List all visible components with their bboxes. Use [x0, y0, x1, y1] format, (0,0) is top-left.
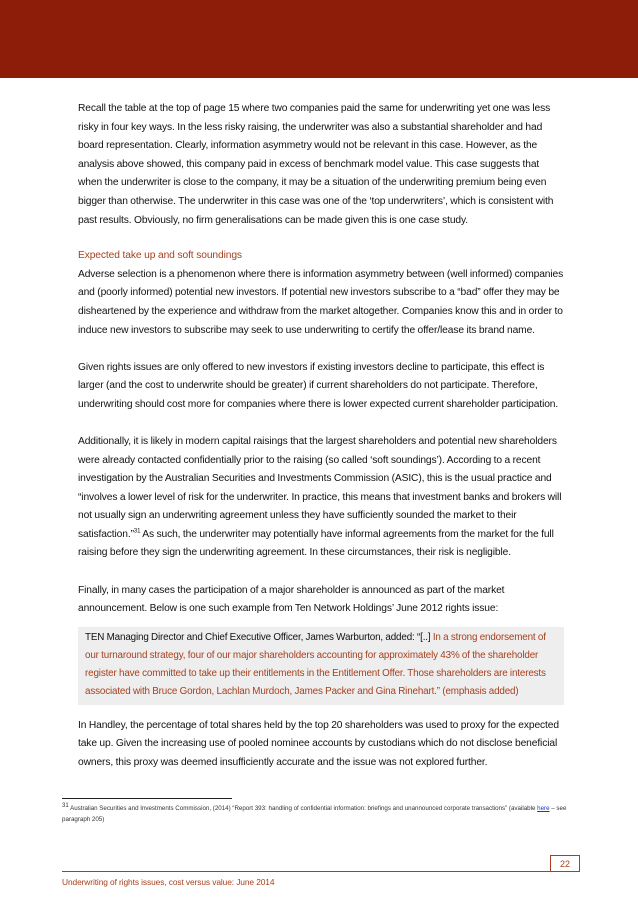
paragraph-soft-soundings: [78, 433, 564, 563]
soft-soundings-text: Additionally, it is likely in modern capital raisings that the largest shareholders and potential new shareholders were already contacted confidentially prior to the raising (so called ‘soft soundings’). According to a recent investigation by the Australian Securities and Investments Commission (ASIC), this is the usual practice and “involves a lower level of risk for the underwriter. In practice, this means that investment banks and brokers will not usually sign an underwriting agreement unless they have sufficiently sounded the market to their satisfaction.”: [78, 435, 562, 540]
main-content: [78, 100, 564, 773]
soft-soundings-text-cont: As such, the underwriter may potentially have informal agreements from the market for the full raising before they sign the underwriting agreement. In these circumstances, their risk is negligible.: [78, 528, 554, 559]
footnote-divider: [62, 798, 232, 799]
footnote-number: 31: [62, 802, 69, 809]
quote-emphasis: In a strong endorsement of our turnaround strategy, four of our major shareholders accounting for approximately 43% of the shareholder register have committed to take up their entitlements in the Entitlement Offer. Those shareholders are interests associated with Bruce Gordon, Lachlan Murdoch, James Packer and Gina Rinehart.” (emphasis added): [85, 631, 546, 697]
paragraph-adverse-selection: Adverse selection is a phenomenon where there is information asymmetry between (well informed) companies and (poorly informed) potential new investors. If potential new investors subscribe to a “bad” offer they may be disheartened by the experience and withdraw from the market altogether. Companies know this and in order to induce new investors to subscribe may seek to use underwriting to certify the offer/lease its brand name.: [78, 268, 564, 336]
footnote-link[interactable]: here: [537, 805, 550, 812]
footnote-reference[interactable]: 31: [133, 528, 141, 535]
page-number: 22: [550, 855, 580, 871]
header-banner: [0, 0, 638, 78]
quote-text: [85, 629, 558, 701]
paragraph-case-study: Recall the table at the top of page 15 where two companies paid the same for underwriting yet one was less risky in four key ways. In the less risky raising, the underwriter was also a substantial shareholder and had board representation. Clearly, information asymmetry would not be relevant in this case. However, as the analysis above showed, this company paid in excess of benchmark model value. This case suggests that when the underwriter is close to the company, it may be a situation of the underwriting premium being even bigger than otherwise. The underwriter in this case was one of the ‘top underwriters’, which is consistent with past results. Obviously, no firm generalisations can be made given this is one case study.: [78, 103, 554, 226]
footer-divider: [62, 871, 580, 872]
paragraph-rights-issues: Given rights issues are only offered to new investors if existing investors decline to participate, this effect is larger (and the cost to underwrite should be greater) if current shareholders do not participate. Therefore, underwriting should cost more for companies where there is lower expected current shareholder participation.: [78, 361, 559, 410]
footnote-text: Australian Securities and Investments Commission, (2014) “Report 393: handling of confidential information: briefings and unannounced corporate transactions” (available: [68, 805, 538, 812]
footnote: [62, 803, 582, 825]
paragraph-major-shareholder: Finally, in many cases the participation of a major shareholder is announced as part of the market announcement. Below is one such example from Ten Network Holdings’ June 2012 rights issue:: [78, 584, 505, 615]
quote-box: [78, 627, 564, 705]
running-title: Underwriting of rights issues, cost versus value: June 2014: [62, 877, 275, 887]
quote-plain: TEN Managing Director and Chief Executive Officer, James Warburton, added: “[..]: [85, 631, 433, 643]
section-heading: Expected take up and soft soundings: [78, 250, 242, 262]
footnote-after-link: – see paragraph 205): [62, 805, 567, 823]
paragraph-handley: In Handley, the percentage of total shares held by the top 20 shareholders was used to proxy for the expected take up. Given the increasing use of pooled nominee accounts by custodians which do not disclose beneficial owners, this proxy was deemed insufficiently accurate and the issue was not explored further.: [78, 719, 559, 768]
